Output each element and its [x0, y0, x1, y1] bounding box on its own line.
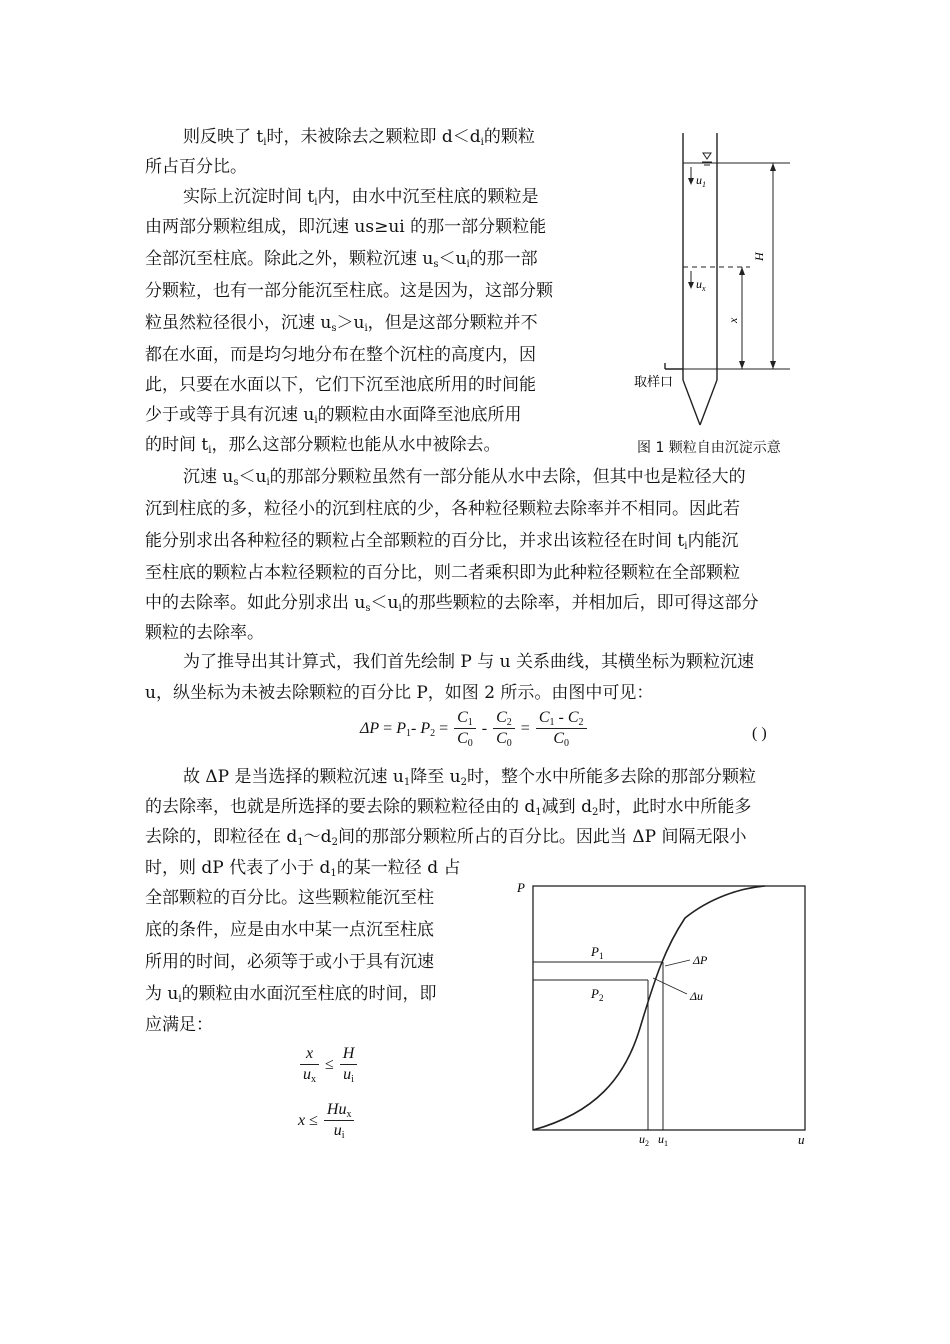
H-label: H	[752, 252, 766, 261]
equation-tag: ( )	[752, 725, 767, 742]
cone-left	[683, 380, 700, 425]
u1-label: $u_1$	[696, 173, 706, 189]
P2-label: $P_2$	[591, 986, 604, 1003]
text-line: 分颗粒，也有一部分能沉至柱底。这是因为，这部分颗	[145, 281, 553, 301]
text-line: 则反映了 $t_i$时，未被除去之颗粒即 $d<d_i$的颗粒	[183, 127, 535, 148]
text-line: 颗粒的去除率。	[145, 623, 264, 643]
text-line: 应满足：	[145, 1015, 213, 1035]
figure1-caption: 图 1 颗粒自由沉淀示意	[637, 440, 781, 456]
text-line: 少于或等于具有沉速 $u_i$的颗粒由水面降至池底所用	[145, 405, 522, 426]
plot-frame	[533, 886, 805, 1130]
text-line: 所用的时间，必须等于或小于具有沉速	[145, 952, 434, 972]
text-line: 全部颗粒的百分比。这些颗粒能沉至柱	[145, 888, 434, 908]
text-line: 去除的，即粒径在 $d_1\sim d_2$间的那部分颗粒所占的百分比。因此当 ΔP 间隔无限小	[145, 827, 747, 848]
text-line: 为了推导出其计算式，我们首先绘制 P 与 u 关系曲线，其横坐标为颗粒沉速	[183, 652, 755, 672]
x-label: x	[726, 317, 740, 323]
text-line: 粒虽然粒径很小，沉速 $u_s>u_i$，但是这部分颗粒并不	[145, 313, 538, 334]
u1-tick-label: $u_1$	[658, 1132, 668, 1148]
text-line: 都在水面，而是均匀地分布在整个沉柱的高度内，因	[145, 345, 536, 365]
sample-port-label: 取样口	[634, 375, 674, 390]
text-line: 为 $u_i$的颗粒由水面沉至柱底的时间，即	[145, 984, 437, 1005]
ux-label: $u_x$	[696, 277, 706, 293]
p-u-curve	[533, 886, 765, 1130]
equation-delta-p: $\Delta P = P_1-$ $P_2$ = $\frac{C_1}{C_0}$ - $\frac{C_2}{C_0}$ = $\frac{C_1 - C_2}{C_0}$	[360, 708, 589, 749]
cone-right	[700, 380, 717, 425]
text-line: 能分别求出各种粒径的颗粒占全部颗粒的百分比，并求出该粒径在时间 $t_i$内能沉	[145, 531, 739, 552]
u2-tick-label: $u_2$	[639, 1132, 649, 1148]
text-line: 时，则 dP 代表了小于 $d_1$的某一粒径 d 占	[145, 858, 461, 879]
delta-u-label: Δu	[690, 989, 704, 1003]
text-line: 至柱底的颗粒占本粒径颗粒的百分比，则二者乘积即为此种粒径颗粒在全部颗粒	[145, 563, 740, 583]
text-line: 全部沉至柱底。除此之外，颗粒沉速 $u_s<u_i$的那一部	[145, 249, 538, 270]
text-line: 底的条件，应是由水中某一点沉至柱底	[145, 920, 434, 940]
text-line: 沉到柱底的多，粒径小的沉到柱底的少，各种粒径颗粒去除率并不相同。因此若	[145, 499, 740, 519]
text-line: 由两部分颗粒组成，即沉速 us≥ui 的那一部分颗粒能	[145, 217, 547, 237]
equation-condition-1: $\frac{x}{u_x}$ ≤ $\frac{H}{u_i}$	[298, 1044, 359, 1085]
text-line: 沉速 $u_s<u_i$的那部分颗粒虽然有一部分能从水中去除，但其中也是粒径大的	[183, 467, 746, 488]
p-u-curve-figure	[515, 878, 815, 1148]
text-line: 的时间 $t_i$，那么这部分颗粒也能从水中被除去。	[145, 435, 501, 456]
settling-column-figure	[620, 125, 815, 430]
axis-P-label: P	[517, 880, 525, 895]
text-line: 的去除率，也就是所选择的要去除的颗粒粒径由的 $d_1$减到 $d_2$时，此时水中所能多	[145, 797, 752, 818]
P1-label: $P_1$	[591, 944, 604, 961]
text-line: u，纵坐标为未被去除颗粒的百分比 P，如图 2 所示。由图中可见：	[145, 683, 654, 703]
text-line: 故 ΔP 是当选择的颗粒沉速 $u_1$降至 $u_2$时，整个水中所能多去除的那部分颗粒	[183, 767, 756, 788]
axis-u-label: u	[798, 1132, 805, 1147]
text-line: 中的去除率。如此分别求出 $u_s<u_i$的那些颗粒的去除率，并相加后，即可得这部分	[145, 593, 759, 614]
text-line: 此，只要在水面以下，它们下沉至池底所用的时间能	[145, 375, 536, 395]
text-line: 实际上沉淀时间 $t_i$内，由水中沉至柱底的颗粒是	[183, 187, 539, 208]
delta-P-label: ΔP	[693, 953, 708, 967]
text-line: 所占百分比。	[145, 157, 247, 177]
equation-condition-2: x ≤ $\frac{Hu_x}{u_i}$	[298, 1100, 356, 1141]
